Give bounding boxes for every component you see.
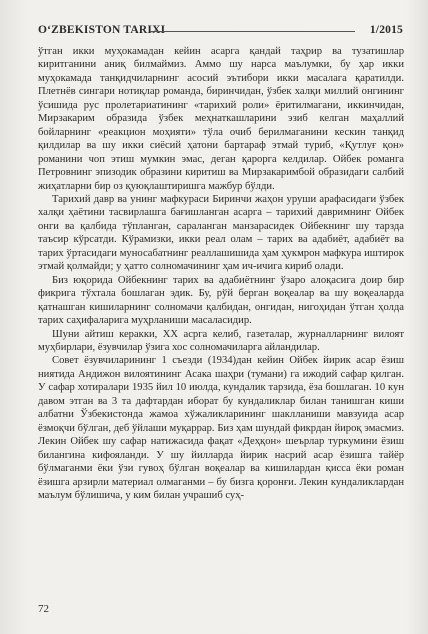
paragraph: Биз юқорида Ойбекнинг тарих ва адабиётнинг ўзаро алоқасига доир бир фикрига тўхтала бошлаган эдик. Бу, рўй берган воқеалар ва шу воқеаларда қатнашган кишиларнинг солномачи қалбидан, онгидан, нигоҳидан ўтган ҳолда тарих саҳифаларига муҳрланиши масаласидир. bbox=[38, 274, 404, 327]
paragraph: Шуни айтиш керакки, XX асрга келиб, газеталар, журналларнинг вилоят муҳбирлари, ёзувчилар ўзига хос солномачиларга айландилар. bbox=[38, 328, 404, 353]
header-rule bbox=[150, 31, 355, 32]
paragraph: Совет ёзувчиларининг 1 съезди (1934)дан кейин Ойбек йирик асар ёзиш ниятида Андижон вилоятининг Асака шаҳри (тумани) га ижодий сафар қилган. У сафар хотиралари 1935 йил 10 июлда, кундалик тарзида, ёза бошлаган. 10 кун давом этган ва 3 та дафтардан иборат бу кундаликлар билан танишган киши албатни Ўзбекистонда жамоа хўжаликларининг шаклланиши мавзуида асар ёзмоқчи бўлган, деб ўйлаши муқаррар. Биз ҳам шундай фикрдан йироқ эмасмиз. Лекин Ойбек шу сафар натижасида фақат «Деҳқон» шеърлар туркумини ёзиш билангина кифояланди. У шу йилларда йирик насрий асар ёзишга тайёр бўлмаганми ёки ўзи гувоҳ бўлган воқеалар ва кишилардан қисса ёки роман ёзишга арзирли материал олмаганми – бу бизга қоронғи. Лекин кундаликлардан маълум бўлишича, у ким билан учрашиб суҳ- bbox=[38, 355, 404, 501]
page-number: 72 bbox=[38, 603, 49, 615]
paragraph: Тарихий давр ва унинг мафкураси Биринчи жаҳон уруши арафасидаги ўзбек халқи ҳаётини тасвирлашга бағишланган асарга – тарихий давримнинг Ойбек онги ва қалбида тўпланган, сараланган манзарасидек Ойбекнинг шу тарзда таъсир кўрсатди. Кўрамизки, икки реал олам – тарих ва адабиёт, адабиёт ва тарих ўртасидаги муносабатнинг реаллашишида ҳам ҳукмрон мафкура иштирок этмай қолмайди; у ҳатто солномачининг ҳам ич-ичига кириб олади. bbox=[38, 193, 404, 273]
issue-number: 1/2015 bbox=[369, 24, 403, 36]
paragraph: ўтган икки муҳокамадан кейин асарга қандай таҳрир ва тузатишлар киритганини аниқ билмаймиз. Аммо шу нарса маълумки, бу ҳар икки муҳокамада танқидчиларнинг асосий эътибори икки масалага қаратилди. Плетнёв сингари нотиқлар романда, биринчидан, ўзбек халқи миллий онгининг ўсишида рус пролетариатининг «тарихий роли» ёритилмагани, иккинчидан, Мирзакарим образида ўзбек меҳнаткашларини эзиб келган маҳаллий бойларнинг «реакцион моҳияти» тўла очиб берилмаганини кескин танқид қилдилар ва шу икки сиёсий ҳатони бартараф этмай туриб, «Қутлуғ қон» романини чоп этиш мумкин эмас, деган қарорга келдилар. Ойбек романга Петровнинг эпизодик образини киритиш ва Мирзакаримбой образидаги салбий жиҳатларни бир оз қуюқлаштиришга мажбур бўлди. bbox=[38, 46, 404, 192]
running-header bbox=[38, 22, 403, 40]
article-body bbox=[38, 45, 404, 502]
journal-title: O‘ZBEKISTON TARIXI bbox=[38, 24, 166, 36]
